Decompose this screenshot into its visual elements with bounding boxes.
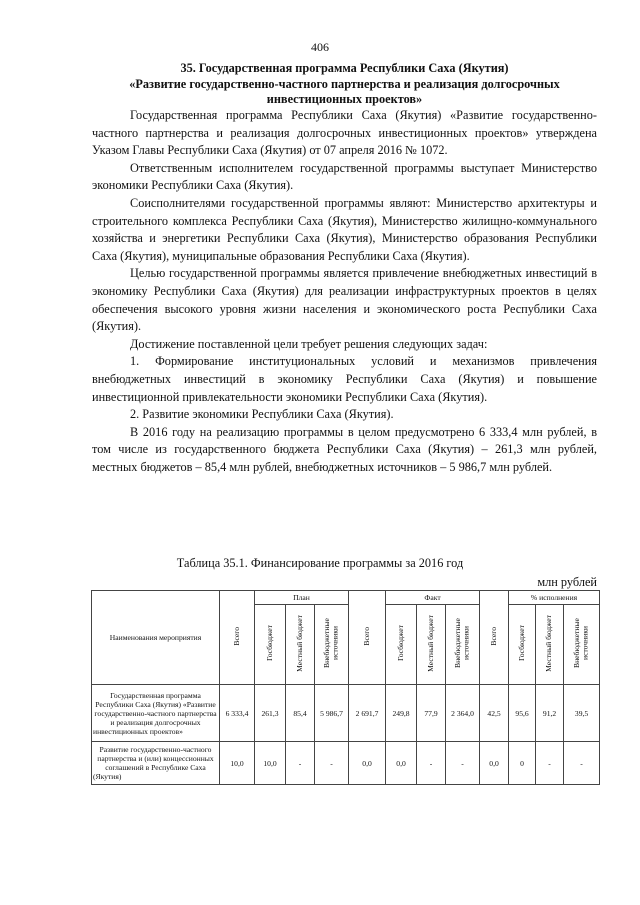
page-number: 406 [311, 40, 329, 54]
cell-fact-extra: - [446, 742, 480, 785]
header-plan-local: Местный бюджет [286, 605, 315, 685]
cell-pct-local: 91,2 [536, 685, 564, 742]
cell-pct-state: 0 [509, 742, 536, 785]
table-unit: млн рублей [537, 575, 597, 589]
financing-table [91, 590, 600, 785]
cell-pct-state: 95,6 [509, 685, 536, 742]
paragraph-funding: В 2016 году на реализацию программы в целом предусмотрено 6 333,4 млн рублей, в том числе из государственного бюджета Республики Саха (Якутия) – 261,3 млн рублей, местных бюджетов – 85,4 млн рублей, внебюджетных источников – 5 986,7 млн рублей. [92, 424, 597, 474]
cell-plan-state: 10,0 [255, 742, 286, 785]
header-fact-local: Местный бюджет [417, 605, 446, 685]
heading-line-2: «Развитие государственно-частного партнерства и реализация долгосрочных [129, 76, 560, 91]
header-pct-extra: Внебюджетные источники [564, 605, 600, 685]
cell-plan-extra: - [315, 742, 349, 785]
header-plan-state: Госбюджет [255, 605, 286, 685]
row-name: Развитие государственно-частного партнерства и (или) концессионных соглашений в Республике Саха (Якутия) [92, 742, 220, 785]
cell-fact-local: 77,9 [417, 685, 446, 742]
table-caption: Таблица 35.1. Финансирование программы за 2016 год [176, 556, 464, 570]
cell-fact-extra: 2 364,0 [446, 685, 480, 742]
cell-pct-total: 42,5 [480, 685, 509, 742]
cell-fact-state: 249,8 [386, 685, 417, 742]
paragraph-task-1: 1. Формирование институциональных условий и механизмов привлечения внебюджетных инвестиций в экономику Республики Саха (Якутия) и повышение инвестиционной привлекательности экономики Республики Саха (Якутия). [92, 354, 597, 404]
cell-plan-state: 261,3 [255, 685, 286, 742]
table-row [92, 685, 600, 742]
section-heading [92, 61, 597, 108]
cell-fact-local: - [417, 742, 446, 785]
header-fact-extra: Внебюджетные источники [446, 605, 480, 685]
cell-plan-local: - [286, 742, 315, 785]
heading-line-1: 35. Государственная программа Республики Саха (Якутия) [180, 61, 509, 75]
header-pct-local: Местный бюджет [536, 605, 564, 685]
cell-fact-state: 0,0 [386, 742, 417, 785]
paragraph-approval: Государственная программа Республики Саха (Якутия) «Развитие государственно-частного партнерства и реализация долгосрочных инвестиционных проектов» утверждена Указом Главы Республики Саха (Якутия) от 07 апреля 2016 № 1072. [92, 108, 597, 158]
cell-fact-total: 2 691,7 [349, 685, 386, 742]
header-pct-state: Госбюджет [509, 605, 536, 685]
header-plan-extra: Внебюджетные источники [315, 605, 349, 685]
header-plan-total: Всего [220, 591, 255, 685]
cell-pct-extra: - [564, 742, 600, 785]
header-plan: План [255, 591, 349, 605]
paragraph-tasks-intro: Достижение поставленной цели требует решения следующих задач: [130, 336, 488, 351]
cell-plan-local: 85,4 [286, 685, 315, 742]
cell-plan-total: 10,0 [220, 742, 255, 785]
header-fact-total: Всего [349, 591, 386, 685]
cell-pct-local: - [536, 742, 564, 785]
header-fact: Факт [386, 591, 480, 605]
cell-fact-total: 0,0 [349, 742, 386, 785]
table-row [92, 742, 600, 785]
table-header-row-1 [92, 591, 600, 605]
cell-pct-extra: 39,5 [564, 685, 600, 742]
cell-plan-extra: 5 986,7 [315, 685, 349, 742]
paragraph-responsible-executor: Ответственным исполнителем государственной программы выступает Министерство экономики Республики Саха (Якутия). [92, 160, 597, 193]
header-fact-state: Госбюджет [386, 605, 417, 685]
cell-plan-total: 6 333,4 [220, 685, 255, 742]
header-pct-total: Всего [480, 591, 509, 685]
paragraph-goal: Целью государственной программы является привлечение внебюджетных инвестиций в экономику Республики Саха (Якутия) для реализации инфраструктурных проектов в целях обеспечения высокого уровня жизни населения и экономического роста Республики Саха (Якутия). [92, 266, 597, 334]
header-name: Наименования мероприятия [92, 591, 220, 685]
cell-pct-total: 0,0 [480, 742, 509, 785]
paragraph-task-2: 2. Развитие экономики Республики Саха (Якутия). [130, 407, 394, 422]
body-text [92, 107, 597, 476]
header-percent: % исполнения [509, 591, 600, 605]
paragraph-co-executors: Соисполнителями государственной программы являют: Министерство архитектуры и строительного комплекса Республики Саха (Якутия), Министерство жилищно-коммунального хозяйства и энергетики Республики Саха (Якутия), Министерство образования Республики Саха (Якутия), муниципальные образования Республики Саха (Якутия). [92, 195, 597, 263]
heading-line-3: инвестиционных проектов» [266, 92, 423, 106]
row-name: Государственная программа Республики Саха (Якутия) «Развитие государственно-частного партнерства и реализация долгосрочных инвестиционных проектов» [92, 685, 220, 742]
